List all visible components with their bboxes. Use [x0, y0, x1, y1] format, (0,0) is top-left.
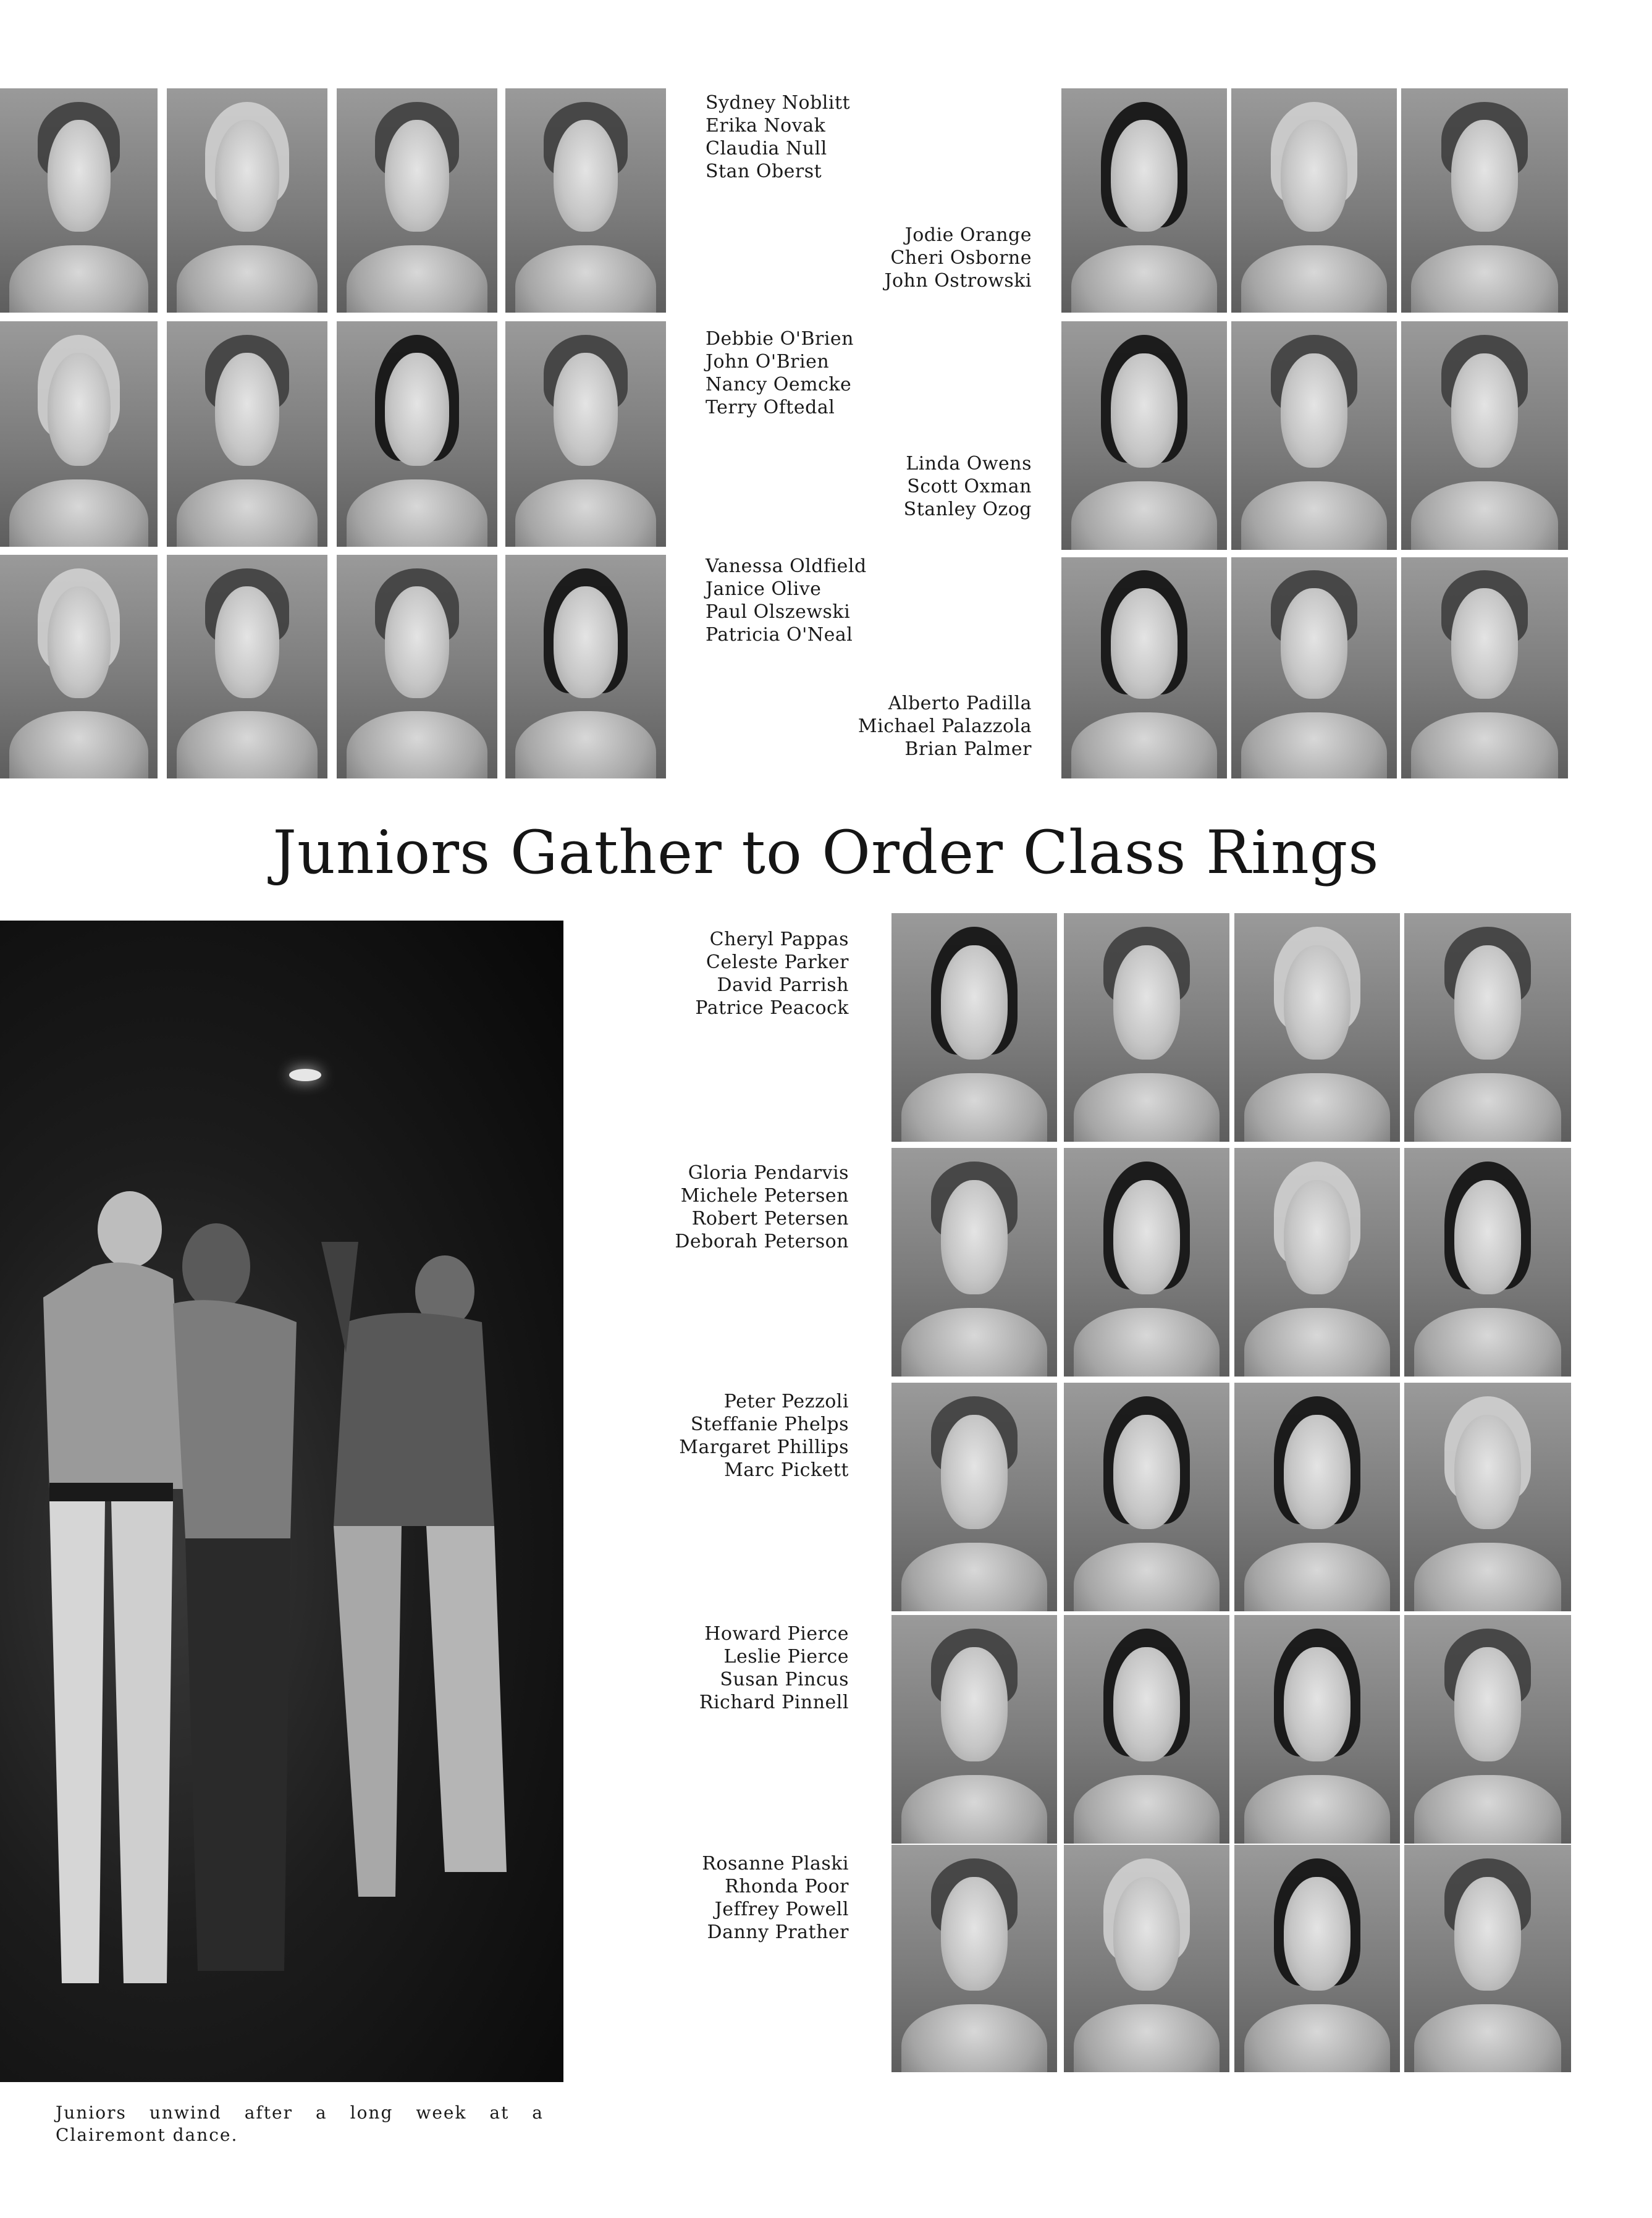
student-name: Linda Owens: [906, 453, 1032, 474]
student-name: Michael Palazzola: [858, 715, 1032, 737]
name-list: [706, 91, 850, 183]
portrait-photo: [1064, 1148, 1229, 1377]
portrait-photo: [1404, 1615, 1571, 1844]
name-list: [675, 1162, 849, 1253]
student-name: Marc Pickett: [724, 1459, 849, 1481]
name-list: [904, 452, 1032, 521]
student-name: Janice Olive: [706, 578, 822, 600]
portrait-photo: [0, 321, 158, 547]
portrait-photo: [1231, 557, 1397, 778]
student-name: Michele Petersen: [680, 1185, 849, 1207]
portrait-photo: [1064, 913, 1229, 1142]
name-list: [702, 1852, 849, 1944]
student-name: Rhonda Poor: [725, 1876, 849, 1897]
student-name: Erika Novak: [706, 115, 826, 137]
student-name: Brian Palmer: [904, 738, 1032, 760]
portrait-photo: [1404, 913, 1571, 1142]
student-name: Nancy Oemcke: [706, 374, 852, 395]
portrait-photo: [1064, 1845, 1229, 2072]
name-list: [699, 1622, 849, 1714]
portrait-photo: [337, 88, 497, 313]
student-name: Margaret Phillips: [679, 1436, 849, 1458]
student-name: Vanessa Oldfield: [706, 555, 867, 577]
portrait-photo: [1401, 88, 1568, 313]
portrait-photo: [337, 555, 497, 778]
dance-photo: [0, 921, 563, 2082]
student-name: Alberto Padilla: [888, 693, 1032, 714]
student-name: Sydney Noblitt: [706, 92, 851, 114]
portrait-photo: [1234, 913, 1400, 1142]
portrait-photo: [1234, 1845, 1400, 2072]
portrait-photo: [891, 913, 1057, 1142]
student-name: Richard Pinnell: [699, 1692, 849, 1713]
portrait-photo: [1404, 1845, 1571, 2072]
portrait-photo: [891, 1148, 1057, 1377]
portrait-photo: [1061, 557, 1227, 778]
name-list: [695, 928, 849, 1019]
name-list: [858, 692, 1032, 761]
student-name: Paul Olszewski: [706, 601, 851, 623]
student-name: Cheri Osborne: [890, 247, 1032, 269]
portrait-photo: [167, 555, 327, 778]
portrait-photo: [891, 1383, 1057, 1611]
portrait-photo: [505, 555, 666, 778]
student-name: Stan Oberst: [706, 161, 822, 182]
student-name: Susan Pincus: [720, 1669, 849, 1690]
student-name: John Ostrowski: [884, 270, 1032, 292]
student-name: Gloria Pendarvis: [688, 1162, 849, 1184]
portrait-photo: [167, 321, 327, 547]
name-list: [706, 327, 854, 419]
portrait-photo: [1061, 88, 1227, 313]
student-name: Patrice Peacock: [695, 997, 849, 1019]
dancing-couples-illustration: [0, 921, 563, 2082]
photo-caption: Juniors unwind after a long week at a Clairemont dance.: [56, 2102, 544, 2145]
portrait-photo: [1064, 1615, 1229, 1844]
student-name: Scott Oxman: [907, 476, 1032, 497]
portrait-photo: [1231, 321, 1397, 550]
name-list: [706, 555, 867, 646]
portrait-photo: [505, 321, 666, 547]
portrait-photo: [0, 88, 158, 313]
student-name: Howard Pierce: [704, 1623, 849, 1645]
portrait-photo: [1401, 321, 1568, 550]
portrait-photo: [167, 88, 327, 313]
portrait-photo: [1404, 1148, 1571, 1377]
student-name: Claudia Null: [706, 138, 827, 159]
name-list: [679, 1390, 849, 1482]
student-name: David Parrish: [717, 974, 849, 996]
portrait-photo: [891, 1615, 1057, 1844]
student-name: Celeste Parker: [706, 951, 849, 973]
student-name: Stanley Ozog: [903, 499, 1032, 520]
portrait-photo: [1401, 557, 1568, 778]
portrait-photo: [1234, 1615, 1400, 1844]
student-name: Terry Oftedal: [706, 397, 835, 418]
student-name: Rosanne Plaski: [702, 1853, 849, 1874]
student-name: Deborah Peterson: [675, 1231, 849, 1252]
student-name: John O'Brien: [706, 351, 830, 373]
name-list: [884, 224, 1032, 292]
portrait-photo: [891, 1845, 1057, 2072]
portrait-photo: [0, 555, 158, 778]
student-name: Robert Petersen: [691, 1208, 849, 1229]
student-name: Steffanie Phelps: [690, 1414, 849, 1435]
student-name: Cheryl Pappas: [709, 929, 849, 950]
student-name: Jodie Orange: [904, 224, 1032, 246]
student-name: Danny Prather: [707, 1921, 849, 1943]
portrait-photo: [1234, 1383, 1400, 1611]
page-headline: Juniors Gather to Order Class Rings: [272, 818, 1380, 887]
student-name: Leslie Pierce: [723, 1646, 849, 1668]
portrait-photo: [505, 88, 666, 313]
student-name: Patricia O'Neal: [706, 624, 853, 646]
portrait-photo: [1234, 1148, 1400, 1377]
portrait-photo: [1061, 321, 1227, 550]
portrait-photo: [1231, 88, 1397, 313]
student-name: Debbie O'Brien: [706, 328, 854, 350]
portrait-photo: [337, 321, 497, 547]
student-name: Peter Pezzoli: [723, 1391, 849, 1412]
portrait-photo: [1404, 1383, 1571, 1611]
student-name: Jeffrey Powell: [714, 1899, 849, 1920]
portrait-photo: [1064, 1383, 1229, 1611]
